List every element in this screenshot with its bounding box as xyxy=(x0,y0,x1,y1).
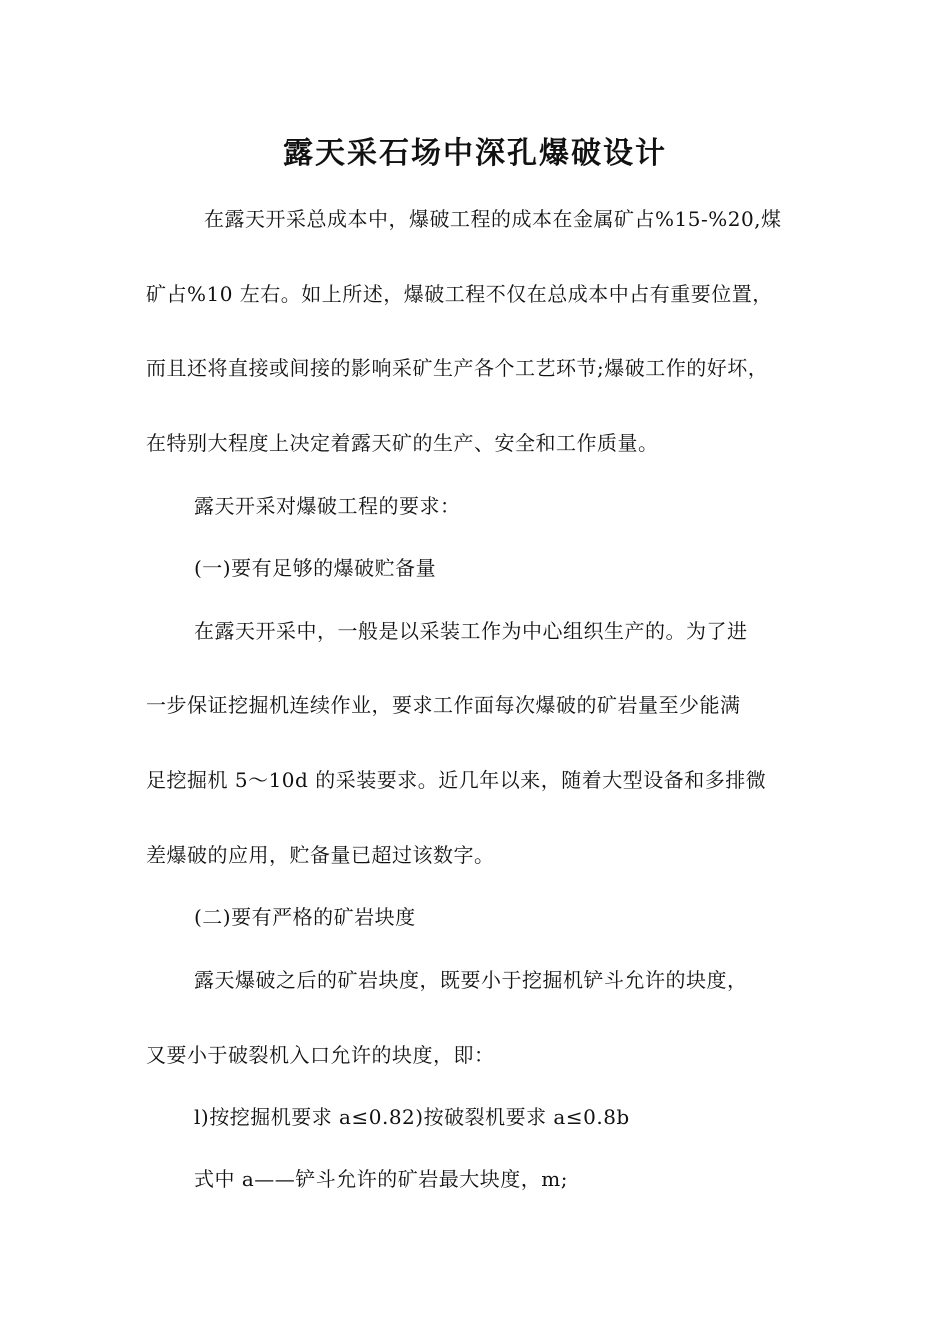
section-heading: (二)要有严格的矿岩块度 xyxy=(194,905,416,929)
section-heading: (一)要有足够的爆破贮备量 xyxy=(194,556,437,580)
formula-line: l)按挖掘机要求 a≤0.82)按破裂机要求 a≤0.8b xyxy=(194,1105,630,1129)
paragraph-line: 露天爆破之后的矿岩块度，既要小于挖掘机铲斗允许的块度， xyxy=(194,968,748,992)
definition-line: 式中 a——铲斗允许的矿岩最大块度，m; xyxy=(194,1167,568,1191)
paragraph-line: 矿占%10 左右。如上所述，爆破工程不仅在总成本中占有重要位置， xyxy=(146,282,773,306)
paragraph-line: 差爆破的应用，贮备量已超过该数字。 xyxy=(146,843,495,867)
paragraph-line: 而且还将直接或间接的影响采矿生产各个工艺环节;爆破工作的好坏， xyxy=(146,356,769,380)
paragraph-line: 在露天开采总成本中，爆破工程的成本在金属矿占%15-%20,煤 xyxy=(204,207,782,231)
paragraph-line: 露天开采对爆破工程的要求： xyxy=(194,494,461,518)
document-title: 露天采石场中深孔爆破设计 xyxy=(283,136,667,171)
paragraph-line: 又要小于破裂机入口允许的块度，即： xyxy=(146,1043,495,1067)
paragraph-line: 一步保证挖掘机连续作业，要求工作面每次爆破的矿岩量至少能满 xyxy=(146,693,741,717)
paragraph-line: 在露天开采中，一般是以采装工作为中心组织生产的。为了进 xyxy=(194,619,748,643)
paragraph-line: 足挖掘机 5～10d 的采装要求。近几年以来，随着大型设备和多排微 xyxy=(146,768,767,792)
paragraph-line: 在特别大程度上决定着露天矿的生产、安全和工作质量。 xyxy=(146,431,659,455)
